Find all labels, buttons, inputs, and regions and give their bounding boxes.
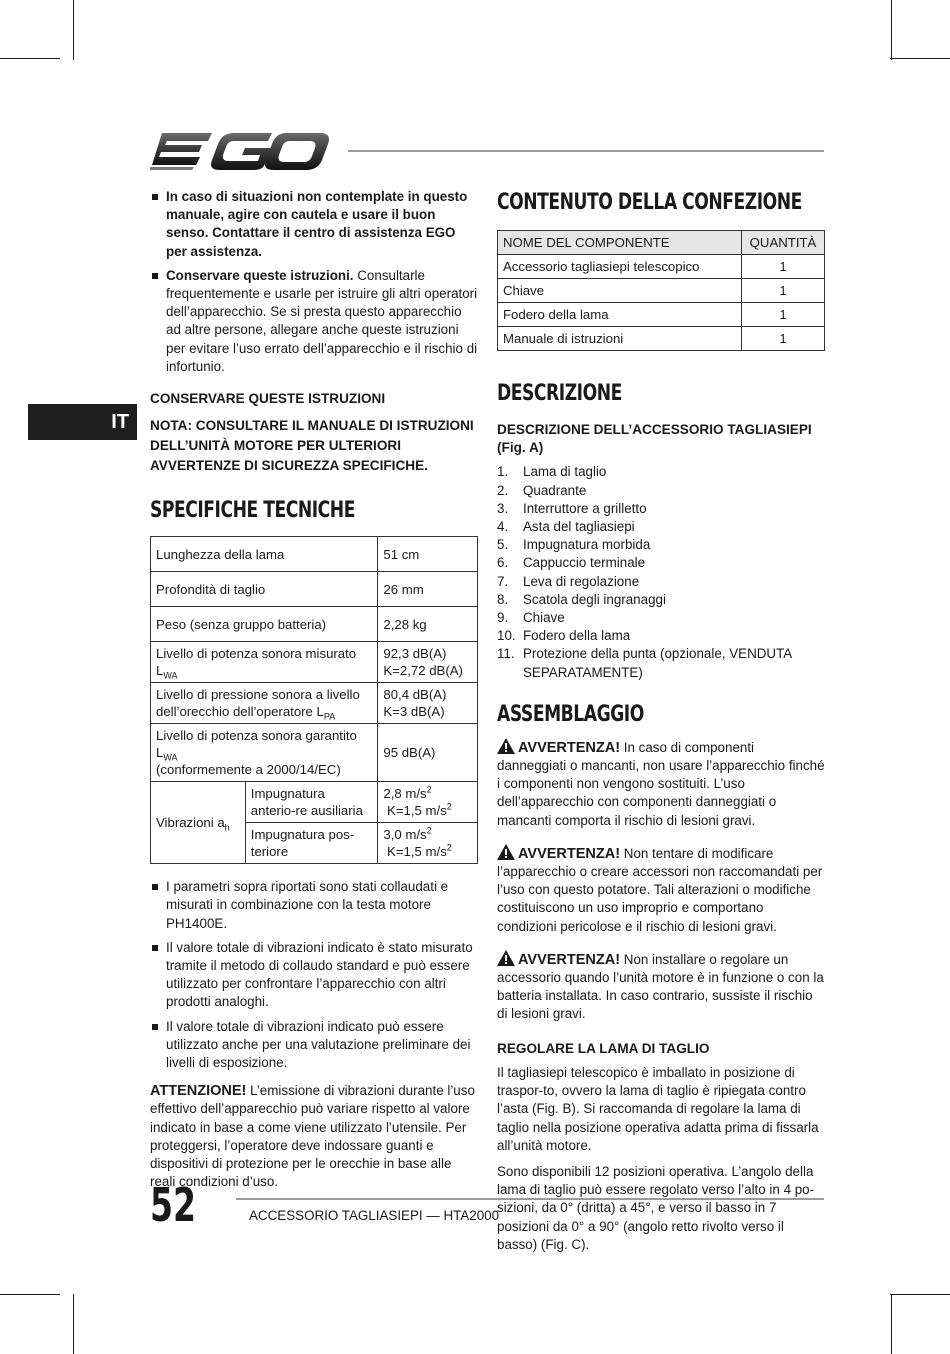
warning-icon — [497, 738, 515, 754]
crop-mark — [73, 1294, 74, 1354]
list-item: I parametri sopra riportati sono stati collaudati e misurati in combinazione con la testa motore PH1400E. — [150, 878, 478, 933]
table-row: Impugnatura pos-teriore 3,0 $m/s^2$ K=1,5 $m/s^2$ — [151, 823, 478, 864]
crop-mark — [0, 58, 60, 59]
table-row: Profondità di taglio 26 mm — [151, 572, 478, 607]
list-item: 10. Fodero della lama — [497, 628, 631, 644]
assembly-title: ASSEMBLAGGIO — [497, 701, 644, 727]
save-instructions-heading: CONSERVARE QUESTE ISTRUZIONI — [150, 391, 386, 407]
specs-notes — [150, 878, 478, 1072]
list-item: 5. Impugnatura morbida — [497, 537, 651, 553]
warning-icon — [497, 950, 515, 966]
list-item: 9. Chiave — [497, 610, 565, 626]
crop-mark — [0, 1294, 60, 1295]
crop-mark — [890, 1294, 950, 1295]
table-row: Livello di potenza sonora misurato $L_{WA}$ 92,3 dB(A) K=2,72 dB(A) — [151, 642, 478, 683]
ego-logo — [150, 130, 330, 172]
list-item: 11. Protezione della punta (opzionale, VENDUTA SEPARATAMENTE) — [497, 646, 792, 680]
right-column — [497, 188, 825, 1262]
list-item: In caso di situazioni non contemplate in questo manuale, agire con cautela e usare il buon senso. Contattare il centro di assistenza EGO per assistenza. — [150, 188, 478, 261]
list-item: 4. Asta del tagliasiepi — [497, 519, 635, 535]
adjust-paragraph: Il tagliasiepi telescopico è imballato in posizione di traspor-to, ovvero la lama di taglio è ripiegata contro l’asta (Fig. B). Si raccomanda di regolare la lama di taglio nella posizione operativa adatta prima di fissarla all’unità motore. — [497, 1064, 819, 1153]
crop-mark — [73, 0, 74, 60]
contents-table — [497, 230, 825, 351]
page-number: 52 — [150, 1178, 197, 1232]
footer-rule — [236, 1198, 824, 1200]
contents-title: CONTENUTO DELLA CONFEZIONE — [497, 190, 802, 215]
adjust-paragraph: Sono disponibili 12 posizioni operativa. L’angolo della lama di taglio può essere regolato verso l’alto in 4 po-sizioni, da 0° (dritta) a 45°, e verso il basso in 7 posizioni da 0° a 90° (angolo retto rivolto verso il basso) (Fig. C). — [497, 1163, 815, 1252]
table-row: Chiave 1 — [498, 279, 825, 303]
table-row: Lunghezza della lama 51 cm — [151, 537, 478, 572]
warning-icon — [497, 844, 515, 860]
attention-paragraph: ATTENZIONE! L’emissione di vibrazioni durante l’uso effettivo dell’apparecchio può variare rispetto al valore indicato in base a come viene utilizzato l’utensile. Per proteggersi, l’operatore deve indossare guanti e dispositivi di protezione per le orecchie in base alle reali condizioni d’uso. — [150, 1083, 475, 1190]
table-row: Livello di potenza sonora garantito $L_{WA}$ (conformemente a 2000/14/EC) 95 dB(A) — [151, 724, 478, 782]
list-item: 2. Quadrante — [497, 482, 587, 498]
language-tab: IT — [28, 404, 137, 440]
table-row: Vibrazioni $a_h$ Impugnatura anterio-re ausiliaria 2,8 $m/s^2$ K=1,5 $m/s^2$ — [151, 782, 478, 823]
list-item: Il valore totale di vibrazioni indicato è stato misurato tramite il metodo di collaudo standard e può essere utilizzato per confrontare l’apparecchio con altri prodotti analoghi. — [150, 939, 478, 1012]
list-item: 1. Lama di taglio — [497, 464, 607, 480]
list-item: Il valore totale di vibrazioni indicato può essere utilizzato anche per una valutazione preliminare dei livelli di esposizione. — [150, 1018, 478, 1073]
crop-mark — [891, 0, 892, 60]
table-row: Accessorio tagliasiepi telescopico 1 — [498, 255, 825, 279]
warning-paragraph: AVVERTENZA! Non installare o regolare un accessorio quando l’unità motore è in funzione o con la batteria installata. In caso contrario, sussiste il rischio di lesioni gravi. — [497, 951, 824, 1022]
description-subheading: DESCRIZIONE DELL’ACCESSORIO TAGLIASIEPI (Fig. A) — [497, 422, 812, 456]
list-item: 8. Scatola degli ingranaggi — [497, 591, 666, 607]
crop-mark — [891, 1294, 892, 1354]
table-header-row: NOME DEL COMPONENTE QUANTITÀ — [498, 231, 825, 255]
specs-title: SPECIFICHE TECNICHE — [150, 498, 355, 524]
header-rule — [348, 150, 824, 152]
warning-paragraph: AVVERTENZA! Non tentare di modificare l’apparecchio o creare accessori non raccomandati per l’uso con questo potatore. Tali alterazioni o modifiche costituiscono un uso improprio e comportano condizioni pericolose e il rischio di lesioni gravi. — [497, 845, 823, 934]
description-title: DESCRIZIONE — [497, 381, 622, 406]
safety-bullets — [150, 188, 478, 376]
description-list — [497, 463, 825, 681]
warning-paragraph: AVVERTENZA! In caso di componenti danneggiati o mancanti, non usare l’apparecchio finché i componenti non vengono sostituiti. L’uso dell’apparecchio con componenti danneggiati o mancanti comporta il rischio di lesioni gravi. — [497, 739, 825, 828]
list-item: 6. Cappuccio terminale — [497, 555, 646, 571]
crop-mark — [890, 58, 950, 59]
list-item: 7. Leva di regolazione — [497, 573, 640, 589]
adjust-blade-heading: REGOLARE LA LAMA DI TAGLIO — [497, 1040, 710, 1056]
note-text: NOTA: CONSULTARE IL MANUALE DI ISTRUZIONI DELL’UNITÀ MOTORE PER ULTERIORI AVVERTENZE DI SICUREZZA SPECIFICHE. — [150, 418, 474, 474]
specs-table — [150, 536, 478, 864]
table-row: Fodero della lama 1 — [498, 303, 825, 327]
table-row: Peso (senza gruppo batteria) 2,28 kg — [151, 607, 478, 642]
list-item: 3. Interruttore a grilletto — [497, 500, 647, 516]
footer-title: ACCESSORIO TAGLIASIEPI — HTA2000 — [249, 1208, 500, 1223]
left-column — [150, 188, 478, 1199]
table-row: Livello di pressione sonora a livello dell’orecchio dell’operatore $L_{PA}$ 80,4 dB(A) K=3 dB(A) — [151, 683, 478, 724]
list-item: Conservare queste istruzioni. Consultarle frequentemente e usarle per istruire gli altri operatori dell’apparecchio. Se si presta questo apparecchio ad altre persone, allegare anche queste istruzioni per evitare l’uso errato dell’apparecchio e il rischio di infortunio. — [150, 267, 478, 376]
table-row: Manuale di istruzioni 1 — [498, 327, 825, 351]
